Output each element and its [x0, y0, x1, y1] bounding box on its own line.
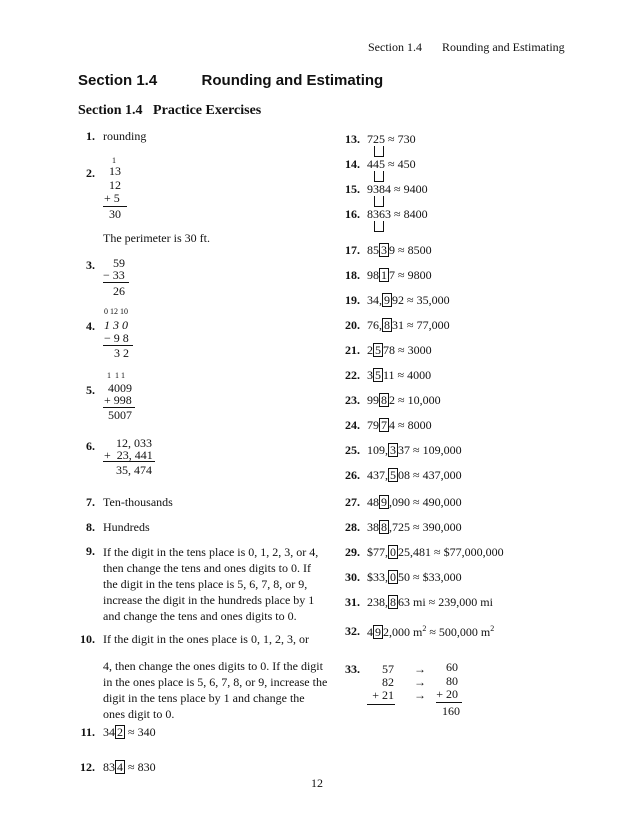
exercise-22-post: 11 ≈ 4000 [383, 368, 432, 382]
header-title: Rounding and Estimating [442, 40, 565, 54]
exercise-11-pre: 34 [103, 725, 115, 739]
exercise-number-29: 29. [345, 545, 360, 559]
exercise-3-minuend: 59 [113, 256, 125, 270]
exercise-2-sum: 30 [109, 207, 121, 221]
exercise-2-addend-2: 12 [109, 178, 121, 192]
exercise-6-rule [103, 461, 155, 462]
exercise-33-arrow-1: → [414, 662, 426, 676]
exercise-number-2: 2. [86, 166, 95, 180]
exercise-33-left-rule [367, 704, 395, 705]
exercise-26-answer [367, 468, 462, 483]
exercise-10-answer-line-1: If the digit in the ones place is 0, 1, 2, 3, or [103, 632, 309, 646]
exercise-19-boxed-digit: 9 [384, 293, 390, 307]
exercise-25-post: 37 ≈ 109,000 [398, 443, 462, 457]
exercise-33-rounded-2: 80 [446, 674, 458, 688]
exercise-17-boxed-digit: 3 [381, 243, 387, 257]
exercise-4-minuend: 1 3 0 [104, 318, 128, 332]
exercise-18-post: 7 ≈ 9800 [389, 268, 432, 282]
exercise-number-8: 8. [86, 520, 95, 534]
exercise-16-digit-mark [374, 221, 384, 232]
exercise-number-20: 20. [345, 318, 360, 332]
exercise-number-3: 3. [86, 258, 95, 272]
exercise-5-result: 5007 [108, 408, 132, 422]
exercise-3-rule [103, 282, 129, 283]
exercise-33-rounded-1: 60 [446, 660, 458, 674]
exercise-33-value-3: + 21 [372, 688, 394, 702]
exercise-19-post: 92 ≈ 35,000 [392, 293, 450, 307]
exercise-5-carry: 1 1 1 [107, 371, 125, 380]
exercise-23-boxed-digit: 8 [381, 393, 387, 407]
exercise-number-33: 33. [345, 662, 360, 676]
exercise-2-note: The perimeter is 30 ft. [103, 231, 210, 245]
exercise-28-pre: 38 [367, 520, 379, 534]
exercise-2-carry: 1 [112, 156, 116, 165]
exercise-number-23: 23. [345, 393, 360, 407]
exercise-number-24: 24. [345, 418, 360, 432]
exercise-number-14: 14. [345, 157, 360, 171]
exercise-number-1: 1. [86, 129, 95, 143]
exercise-18-pre: 98 [367, 268, 379, 282]
exercise-24-pre: 79 [367, 418, 379, 432]
exercise-number-21: 21. [345, 343, 360, 357]
exercise-17-pre: 85 [367, 243, 379, 257]
exercise-9-answer: If the digit in the tens place is 0, 1, 2, 3, or 4, then change the tens and ones digits to 0. If the digit in the tens place is 5, 6, 7, 8, or 9, increase the digit in the hundreds place by 1 and change the tens and ones digits to 0. [103, 545, 319, 623]
exercise-3-subtrahend: − 33 [103, 268, 125, 282]
exercise-number-11: 11. [80, 725, 95, 739]
exercise-25-boxed-digit: 3 [390, 443, 396, 457]
exercise-32-exponent-2: 2 [490, 624, 495, 633]
exercise-29-boxed-digit: 0 [390, 545, 396, 559]
exercise-7-answer: Ten-thousands [103, 495, 173, 509]
exercise-number-13: 13. [345, 132, 360, 146]
exercise-number-31: 31. [345, 595, 360, 609]
exercise-30-answer [367, 570, 462, 585]
exercise-18-boxed-digit: 1 [381, 268, 387, 282]
exercise-31-answer [367, 595, 493, 610]
exercise-6-result: 35, 474 [116, 463, 152, 477]
exercise-number-22: 22. [345, 368, 360, 382]
exercise-number-6: 6. [86, 439, 95, 453]
exercise-21-boxed-digit: 5 [375, 343, 381, 357]
exercise-26-boxed-digit: 5 [390, 468, 396, 482]
exercise-number-12: 12. [80, 760, 95, 774]
exercise-22-answer [367, 368, 431, 383]
exercise-number-9: 9. [86, 544, 95, 558]
exercise-number-28: 28. [345, 520, 360, 534]
running-header [368, 40, 565, 55]
exercise-21-answer [367, 343, 432, 358]
exercise-11-boxed-digit: 2 [117, 725, 123, 739]
exercise-27-pre: 48 [367, 495, 379, 509]
exercise-25-pre: 109, [367, 443, 388, 457]
exercise-1-answer: rounding [103, 129, 147, 143]
exercise-31-post: 63 mi ≈ 239,000 mi [398, 595, 493, 609]
exercise-23-answer [367, 393, 441, 408]
exercise-28-answer [367, 520, 462, 535]
exercise-30-pre: $33, [367, 570, 388, 584]
exercise-number-7: 7. [86, 495, 95, 509]
exercise-33-right-rule [436, 702, 462, 703]
section-subtitle: Section 1.4 Practice Exercises [78, 103, 262, 118]
exercise-24-answer [367, 418, 432, 433]
exercise-12-pre: 83 [103, 760, 115, 774]
exercise-number-10: 10. [80, 632, 95, 646]
exercise-25-answer [367, 443, 462, 458]
exercise-32-exponent-1: 2 [422, 624, 427, 633]
exercise-27-answer [367, 495, 462, 510]
exercise-23-pre: 99 [367, 393, 379, 407]
exercise-2-addend-1: 13 [109, 164, 121, 178]
exercise-29-pre: $77, [367, 545, 388, 559]
exercise-12-answer [103, 760, 156, 775]
exercise-11-answer [103, 725, 156, 740]
exercise-4-subtrahend: − 9 8 [104, 331, 129, 345]
exercise-24-post: 4 ≈ 8000 [389, 418, 432, 432]
exercise-number-17: 17. [345, 243, 360, 257]
header-section: Section 1.4 [368, 40, 422, 54]
exercise-23-post: 2 ≈ 10,000 [389, 393, 441, 407]
exercise-16-answer: 8363 ≈ 8400 [367, 207, 428, 221]
exercise-15-digit-mark [374, 196, 384, 207]
exercise-14-answer: 445 ≈ 450 [367, 157, 416, 171]
exercise-number-25: 25. [345, 443, 360, 457]
exercise-20-boxed-digit: 8 [384, 318, 390, 332]
exercise-4-result: 3 2 [114, 346, 129, 360]
page-title [78, 72, 383, 89]
exercise-32-answer [367, 624, 494, 640]
exercise-8-answer: Hundreds [103, 520, 150, 534]
exercise-33-arrow-2: → [414, 675, 426, 689]
exercise-33-rounded-sum: 160 [442, 704, 460, 718]
exercise-number-16: 16. [345, 207, 360, 221]
exercise-number-19: 19. [345, 293, 360, 307]
exercise-29-post: 25,481 ≈ $77,000,000 [398, 545, 504, 559]
exercise-30-boxed-digit: 0 [390, 570, 396, 584]
exercise-28-boxed-digit: 8 [381, 520, 387, 534]
exercise-13-digit-mark [374, 146, 384, 157]
exercise-number-30: 30. [345, 570, 360, 584]
exercise-26-post: 08 ≈ 437,000 [398, 468, 462, 482]
exercise-19-pre: 34, [367, 293, 382, 307]
exercise-21-pre: 2 [367, 343, 373, 357]
exercise-28-post: ,725 ≈ 390,000 [389, 520, 462, 534]
exercise-number-18: 18. [345, 268, 360, 282]
exercise-20-pre: 76, [367, 318, 382, 332]
exercise-32-pre: 4 [367, 625, 373, 639]
exercise-2-addend-3: + 5 [104, 191, 120, 205]
exercise-number-15: 15. [345, 182, 360, 196]
exercise-number-4: 4. [86, 319, 95, 333]
exercise-13-answer: 725 ≈ 730 [367, 132, 416, 146]
page-title-section: Section 1.4 [78, 72, 158, 89]
exercise-22-boxed-digit: 5 [375, 368, 381, 382]
exercise-number-27: 27. [345, 495, 360, 509]
exercise-29-answer [367, 545, 504, 560]
exercise-20-post: 31 ≈ 77,000 [392, 318, 450, 332]
exercise-32-post: 2,000 m [383, 625, 423, 639]
exercise-17-answer [367, 243, 432, 258]
exercise-12-post: ≈ 830 [125, 760, 156, 774]
exercise-32-boxed-digit: 9 [375, 625, 381, 639]
exercise-22-pre: 3 [367, 368, 373, 382]
exercise-30-post: 50 ≈ $33,000 [398, 570, 462, 584]
exercise-20-answer [367, 318, 450, 333]
exercise-5-addend-1: 4009 [108, 381, 132, 395]
exercise-5-addend-2: + 998 [104, 393, 132, 407]
page-number: 12 [311, 776, 323, 790]
exercise-31-boxed-digit: 8 [390, 595, 396, 609]
exercise-number-26: 26. [345, 468, 360, 482]
exercise-27-boxed-digit: 9 [381, 495, 387, 509]
exercise-19-answer [367, 293, 450, 308]
exercise-10-answer-rest: 4, then change the ones digits to 0. If the digit in the ones place is 5, 6, 7, 8, or 9, increase the digit in the tens place by 1 and change the ones digit to 0. [103, 659, 328, 721]
exercise-6-addend-2: + 23, 441 [104, 448, 153, 462]
exercise-33-value-2: 82 [382, 675, 394, 689]
exercise-17-post: 9 ≈ 8500 [389, 243, 432, 257]
exercise-4-borrow: 0 12 10 [104, 307, 128, 316]
exercise-6-addend-1: 12, 033 [116, 436, 152, 450]
exercise-33-rounded-3: + 20 [436, 687, 458, 701]
exercise-14-digit-mark [374, 171, 384, 182]
exercise-33-arrow-3: → [414, 688, 426, 702]
exercise-11-post: ≈ 340 [125, 725, 156, 739]
exercise-32-post-2: ≈ 500,000 m [426, 625, 491, 639]
exercise-26-pre: 437, [367, 468, 388, 482]
exercise-15-answer: 9384 ≈ 9400 [367, 182, 428, 196]
exercise-27-post: ,090 ≈ 490,000 [389, 495, 462, 509]
exercise-3-result: 26 [113, 284, 125, 298]
exercise-18-answer [367, 268, 432, 283]
exercise-24-boxed-digit: 7 [381, 418, 387, 432]
exercise-number-5: 5. [86, 383, 95, 397]
page-title-text: Rounding and Estimating [201, 72, 384, 89]
exercise-12-boxed-digit: 4 [117, 760, 123, 774]
exercise-21-post: 78 ≈ 3000 [383, 343, 432, 357]
exercise-33-value-1: 57 [382, 662, 394, 676]
exercise-31-pre: 238, [367, 595, 388, 609]
exercise-number-32: 32. [345, 624, 360, 638]
